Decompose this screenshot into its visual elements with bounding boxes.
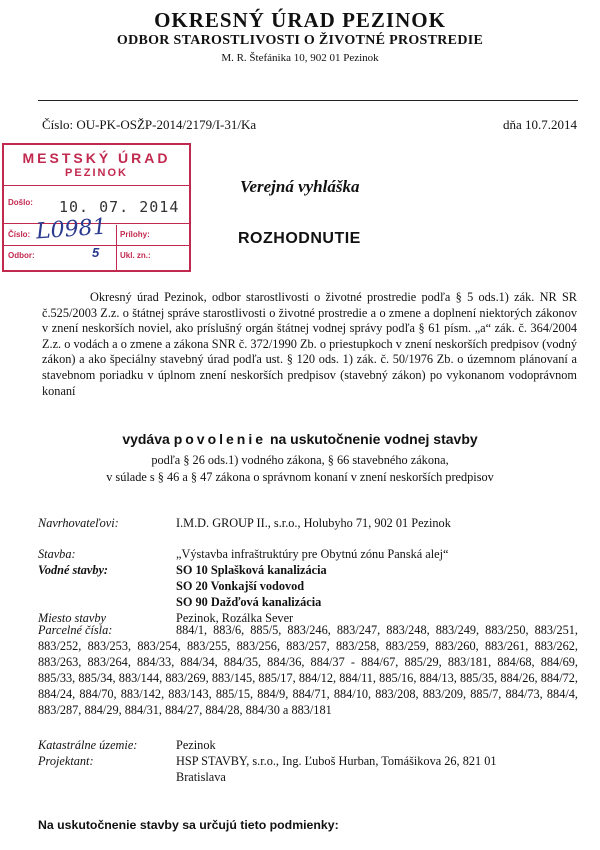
applicant-value: I.M.D. GROUP II., s.r.o., Holubyho 71, 902 01 Pezinok [176,516,451,530]
document-title: Verejná vyhláška [240,177,360,196]
stamp-handler-label: Odbor: [8,251,35,260]
stamp-line2: PEZINOK [65,167,128,179]
stamp-divider [116,225,117,270]
conditions-heading: Na uskutočnenie stavby sa určujú tieto podmienky: [38,818,339,832]
stamp-handwritten-sub: 5 [92,245,100,260]
water-structure-item: SO 90 Dažďová kanalizácia [176,595,322,609]
document-heading: ROZHODNUTIE [238,230,361,247]
legal-basis-1: podľa § 26 ods.1) vodného zákona, § 66 stavebného zákona, [151,453,449,467]
designer-label: Projektant: [38,754,94,768]
intro-paragraph: Okresný úrad Pezinok, odbor starostlivosti o životné prostredie podľa § 5 ods.1) zák. NR SR č.525/2003 Z.z. o štátnej správe starostlivosti o životné prostredie a o zmene a doplnení niektorých zákonov v znení neskorších noviel, ako príslušný orgán štátnej vodnej správy podľa § 61 písm. „a“ zák. č. 364/2004 Z.z. o vodách a o zmene a zákona SNR č. 372/1990 Zb. o priestupkoch v znení neskorších predpisov (vodný zákon) a ako špeciálny stavebný úrad podľa ust. § 120 ods. 1) zák. č. 50/1976 Zb. o územnom plánovaní a stavebnom poriadku v úplnom znení neskorších predpisov (stavebný zákon) po vykonanom vodoprávnom konaní [42,290,577,398]
received-stamp [2,143,191,272]
reference-number: Číslo: OU-PK-OSŽP-2014/2179/I-31/Ka [42,117,257,132]
reference-date: dňa 10.7.2014 [502,117,577,132]
water-structures-label: Vodné stavby: [38,563,109,577]
stamp-received-date: 10. 07. 2014 [59,198,180,216]
office-name: OKRESNÝ ÚRAD PEZINOK [154,8,446,32]
stamp-received-label: Došlo: [8,198,33,207]
water-structure-item: SO 10 Splašková kanalizácia [176,563,327,577]
parcels-value: 884/1, 883/6, 885/5, 883/246, 883/247, 883/248, 883/249, 883/250, 883/251, 883/252, 883/253, 883/254, 883/255, 883/256, 883/257, 883/258, 883/259, 883/260, 883/261, 883/262, 883/263, 883/264, 884/33, 884/34, 884/35, 884/36, 884/37 - 884/67, 885/29, 883/181, 884/68, 884/69, 885/33, 885/34, 883/144, 883/269, 883/145, 885/17, 884/12, 884/11, 885/16, 884/13, 885/35, 884/26, 884/72, 884/24, 884/70, 883/142, 883/143, 885/15, 884/9, 884/71, 884/10, 883/208, 883/209, 885/7, 884/73, 884/4, 883/287, 884/29, 884/31, 884/27, 884/28, 884/30 a 883/181 [38,623,578,717]
stamp-filing-label: Ukl. zn.: [120,251,151,260]
site-label: Miesto stavby [38,611,106,625]
department-name: ODBOR STAROSTLIVOSTI O ŽIVOTNÉ PROSTREDIE [116,33,484,48]
construction-label: Stavba: [38,547,76,561]
water-structure-item: SO 20 Vonkajší vodovod [176,579,305,593]
stamp-handwritten-number: L0981 [35,214,108,245]
issues-word: povolenie [173,431,267,447]
designer-value-city: Bratislava [176,770,226,784]
office-address: M. R. Štefánika 10, 902 01 Pezinok [221,52,379,64]
stamp-attachments-label: Prílohy: [120,230,150,239]
issues-suffix: na uskutočnenie vodnej stavby [269,431,478,447]
construction-value: „Výstavba infraštruktúry pre Obytnú zónu Panská alej“ [176,547,449,561]
issues-prefix: vydáva [122,431,170,447]
designer-value: HSP STAVBY, s.r.o., Ing. Ľuboš Hurban, Tomášikova 26, 821 01 [176,754,497,768]
legal-basis-2: v súlade s § 46 a § 47 zákona o správnom konaní v znení neskorších predpisov [106,470,494,484]
cadastral-value: Pezinok [176,738,216,752]
issues-line [0,431,600,447]
header-divider [38,100,578,101]
parcels-label: Parcelné čísla: [38,623,113,637]
reference-line [42,117,577,133]
parcels-block [38,622,578,718]
site-value: Pezinok, Rozálka Sever [176,611,294,625]
cadastral-label: Katastrálne územie: [38,738,138,752]
stamp-rule [4,185,189,186]
stamp-number-label: Číslo: [8,230,31,239]
applicant-label: Navrhovateľovi: [38,516,119,530]
stamp-line1: MESTSKÝ ÚRAD [22,150,171,166]
